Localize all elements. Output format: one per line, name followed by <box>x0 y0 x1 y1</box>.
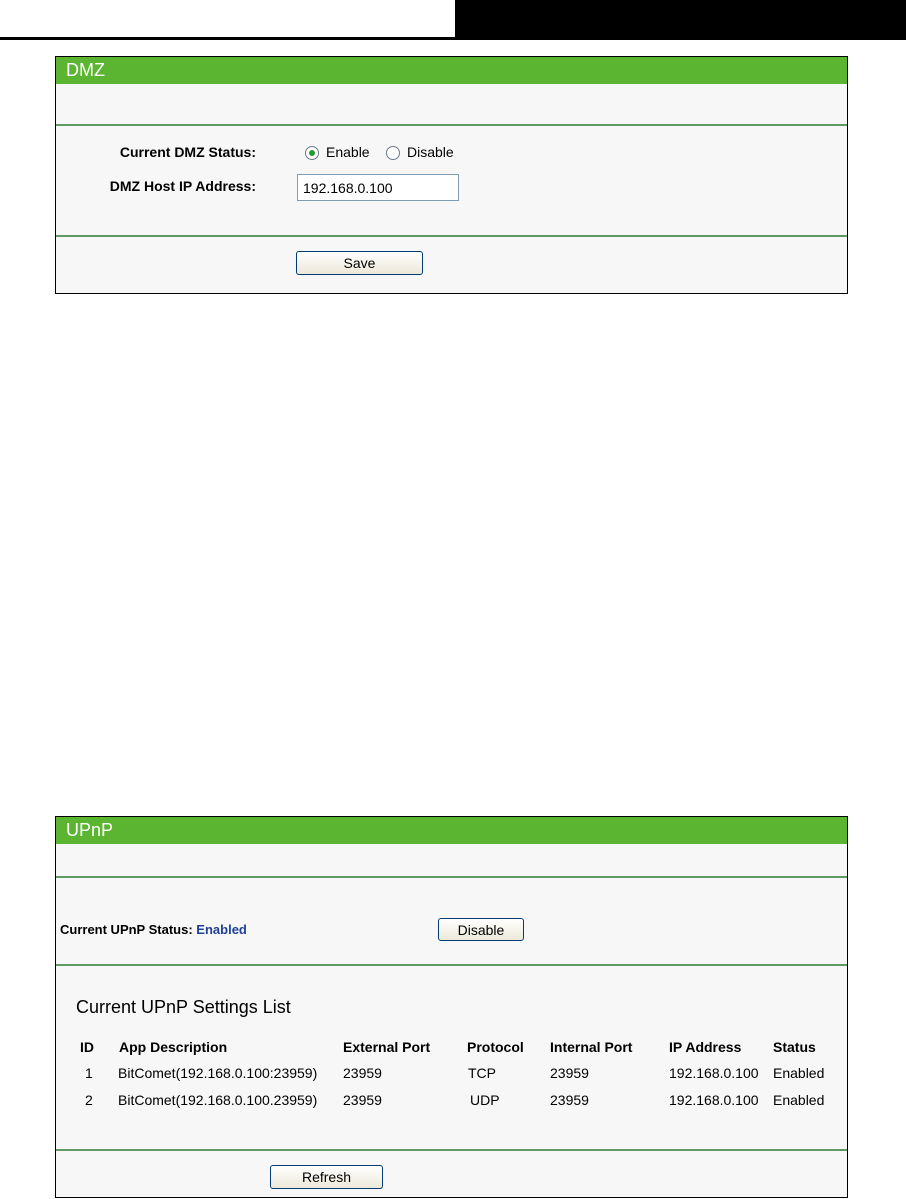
cell-ip-address: 192.168.0.100 <box>669 1091 759 1108</box>
cell-external-port: 23959 <box>343 1091 382 1108</box>
header-rule <box>0 37 906 40</box>
divider <box>56 1149 847 1151</box>
cell-app-description: BitComet(192.168.0.100:23959) <box>118 1064 318 1081</box>
dmz-host-ip-label: DMZ Host IP Address: <box>109 178 256 194</box>
col-external-port: External Port <box>343 1039 431 1055</box>
dmz-disable-label[interactable]: Disable <box>407 144 454 160</box>
dmz-disable-radio[interactable] <box>386 146 400 160</box>
dmz-status-label: Current DMZ Status: <box>119 144 256 160</box>
cell-id: 1 <box>85 1064 93 1081</box>
cell-protocol: UDP <box>470 1091 500 1108</box>
cell-internal-port: 23959 <box>550 1091 589 1108</box>
upnp-panel-title: UPnP <box>56 817 847 844</box>
cell-internal-port: 23959 <box>550 1064 589 1081</box>
dmz-panel <box>55 56 848 294</box>
cell-status: Enabled <box>773 1064 825 1081</box>
divider <box>56 124 847 126</box>
cell-ip-address: 192.168.0.100 <box>669 1064 759 1081</box>
cell-status: Enabled <box>773 1091 825 1108</box>
cell-protocol: TCP <box>468 1064 496 1081</box>
divider <box>56 235 847 237</box>
col-status: Status <box>773 1039 816 1055</box>
upnp-status-label: Current UPnP Status: <box>60 922 193 937</box>
col-protocol: Protocol <box>467 1039 524 1055</box>
save-button[interactable]: Save <box>296 251 423 275</box>
upnp-status-value: Enabled <box>196 922 247 937</box>
refresh-button[interactable]: Refresh <box>270 1165 383 1189</box>
upnp-disable-button[interactable]: Disable <box>438 918 524 941</box>
divider <box>56 964 847 966</box>
upnp-settings-table <box>68 1035 824 1113</box>
table-row <box>68 1086 824 1113</box>
col-app-description: App Description <box>119 1039 228 1055</box>
upnp-list-title: Current UPnP Settings List <box>76 997 291 1017</box>
cell-app-description: BitComet(192.168.0.100.23959) <box>118 1091 318 1108</box>
dmz-enable-radio[interactable] <box>305 146 319 160</box>
col-ip-address: IP Address <box>669 1039 742 1055</box>
table-header-row <box>68 1035 824 1059</box>
upnp-status-line <box>60 922 247 937</box>
cell-id: 2 <box>85 1091 93 1108</box>
header-black-bar <box>455 0 906 37</box>
col-internal-port: Internal Port <box>550 1039 633 1055</box>
upnp-panel <box>55 816 848 1198</box>
dmz-panel-title: DMZ <box>56 57 847 84</box>
dmz-enable-label[interactable]: Enable <box>326 144 370 160</box>
table-row <box>68 1059 824 1086</box>
col-id: ID <box>80 1039 94 1055</box>
dmz-host-ip-input[interactable] <box>297 174 459 201</box>
cell-external-port: 23959 <box>343 1064 382 1081</box>
divider <box>56 876 847 878</box>
